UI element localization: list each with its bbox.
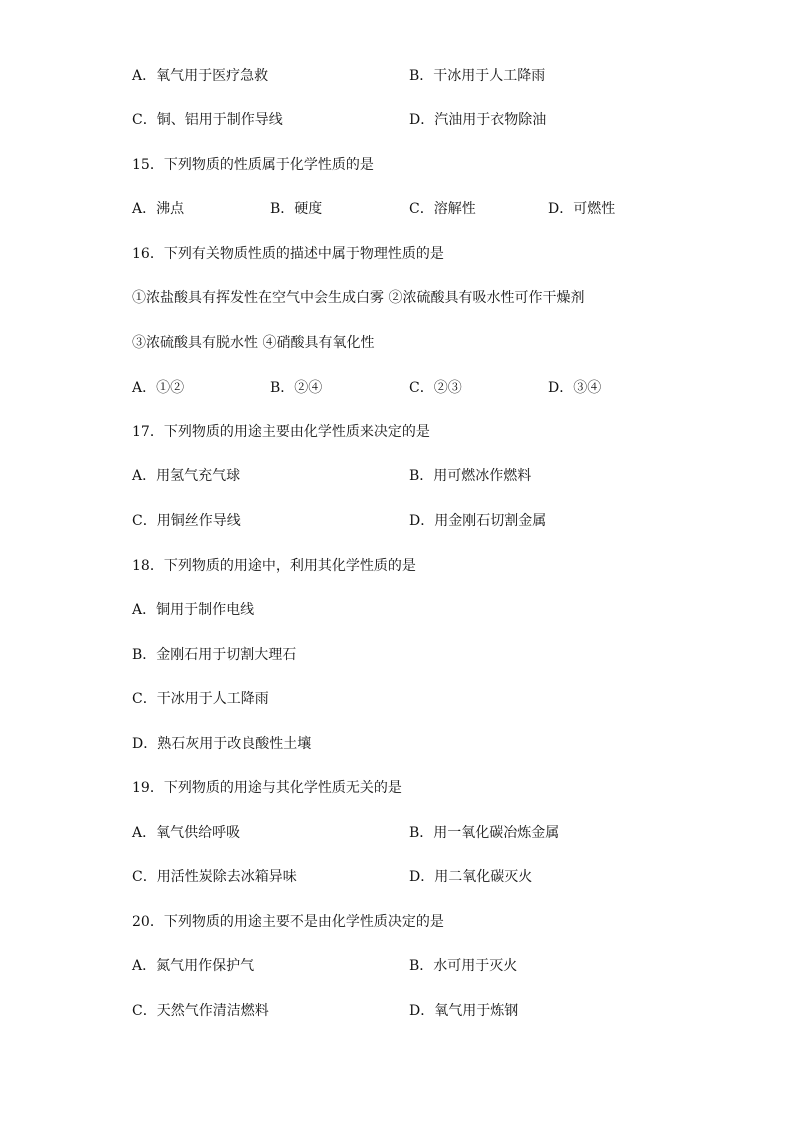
q17-option-c: C．用铜丝作导线 [132, 513, 241, 529]
q15-option-d: D．可燃性 [548, 201, 616, 217]
q16-statement-1-2: ①浓盐酸具有挥发性在空气中会生成白雾 ②浓硫酸具有吸水性可作干燥剂 [132, 290, 585, 306]
q20-option-a: A．氮气用作保护气 [132, 958, 255, 974]
q20-option-d: D．氧气用于炼钢 [409, 1003, 519, 1019]
q14-option-b: B．干冰用于人工降雨 [409, 68, 546, 84]
q17-option-b: B．用可燃冰作燃料 [409, 468, 532, 484]
q18-option-d: D．熟石灰用于改良酸性土壤 [132, 736, 312, 752]
q19-stem: 19．下列物质的用途与其化学性质无关的是 [132, 780, 402, 796]
q14-option-a: A．氧气用于医疗急救 [132, 68, 269, 84]
q19-option-a: A．氧气供给呼吸 [132, 825, 241, 841]
q20-option-b: B．水可用于灭火 [409, 958, 518, 974]
q15-option-c: C．溶解性 [409, 201, 476, 217]
q16-statement-3-4: ③浓硫酸具有脱水性 ④硝酸具有氧化性 [132, 335, 375, 351]
q17-option-d: D．用金刚石切割金属 [409, 513, 547, 529]
q15-option-a: A．沸点 [132, 201, 185, 217]
q20-stem: 20．下列物质的用途主要不是由化学性质决定的是 [132, 914, 444, 930]
q15-option-b: B．硬度 [270, 201, 323, 217]
q16-option-b: B．②④ [270, 380, 323, 396]
q19-option-c: C．用活性炭除去冰箱异味 [132, 869, 297, 885]
q18-option-b: B．金刚石用于切割大理石 [132, 647, 297, 663]
q16-option-d: D．③④ [548, 380, 602, 396]
q19-option-b: B．用一氧化碳冶炼金属 [409, 825, 560, 841]
q14-option-d: D．汽油用于衣物除油 [409, 112, 547, 128]
q16-option-c: C．②③ [409, 380, 462, 396]
q17-stem: 17．下列物质的用途主要由化学性质来决定的是 [132, 424, 430, 440]
q18-stem: 18．下列物质的用途中，利用其化学性质的是 [132, 558, 416, 574]
q16-option-a: A．①② [132, 380, 185, 396]
q16-stem: 16．下列有关物质性质的描述中属于物理性质的是 [132, 246, 444, 262]
q20-option-c: C．天然气作清洁燃料 [132, 1003, 269, 1019]
q15-stem: 15．下列物质的性质属于化学性质的是 [132, 157, 374, 173]
q19-option-d: D．用二氧化碳灭火 [409, 869, 533, 885]
q17-option-a: A．用氢气充气球 [132, 468, 241, 484]
q18-option-c: C．干冰用于人工降雨 [132, 691, 269, 707]
q14-option-c: C．铜、铝用于制作导线 [132, 112, 283, 128]
q18-option-a: A．铜用于制作电线 [132, 602, 255, 618]
